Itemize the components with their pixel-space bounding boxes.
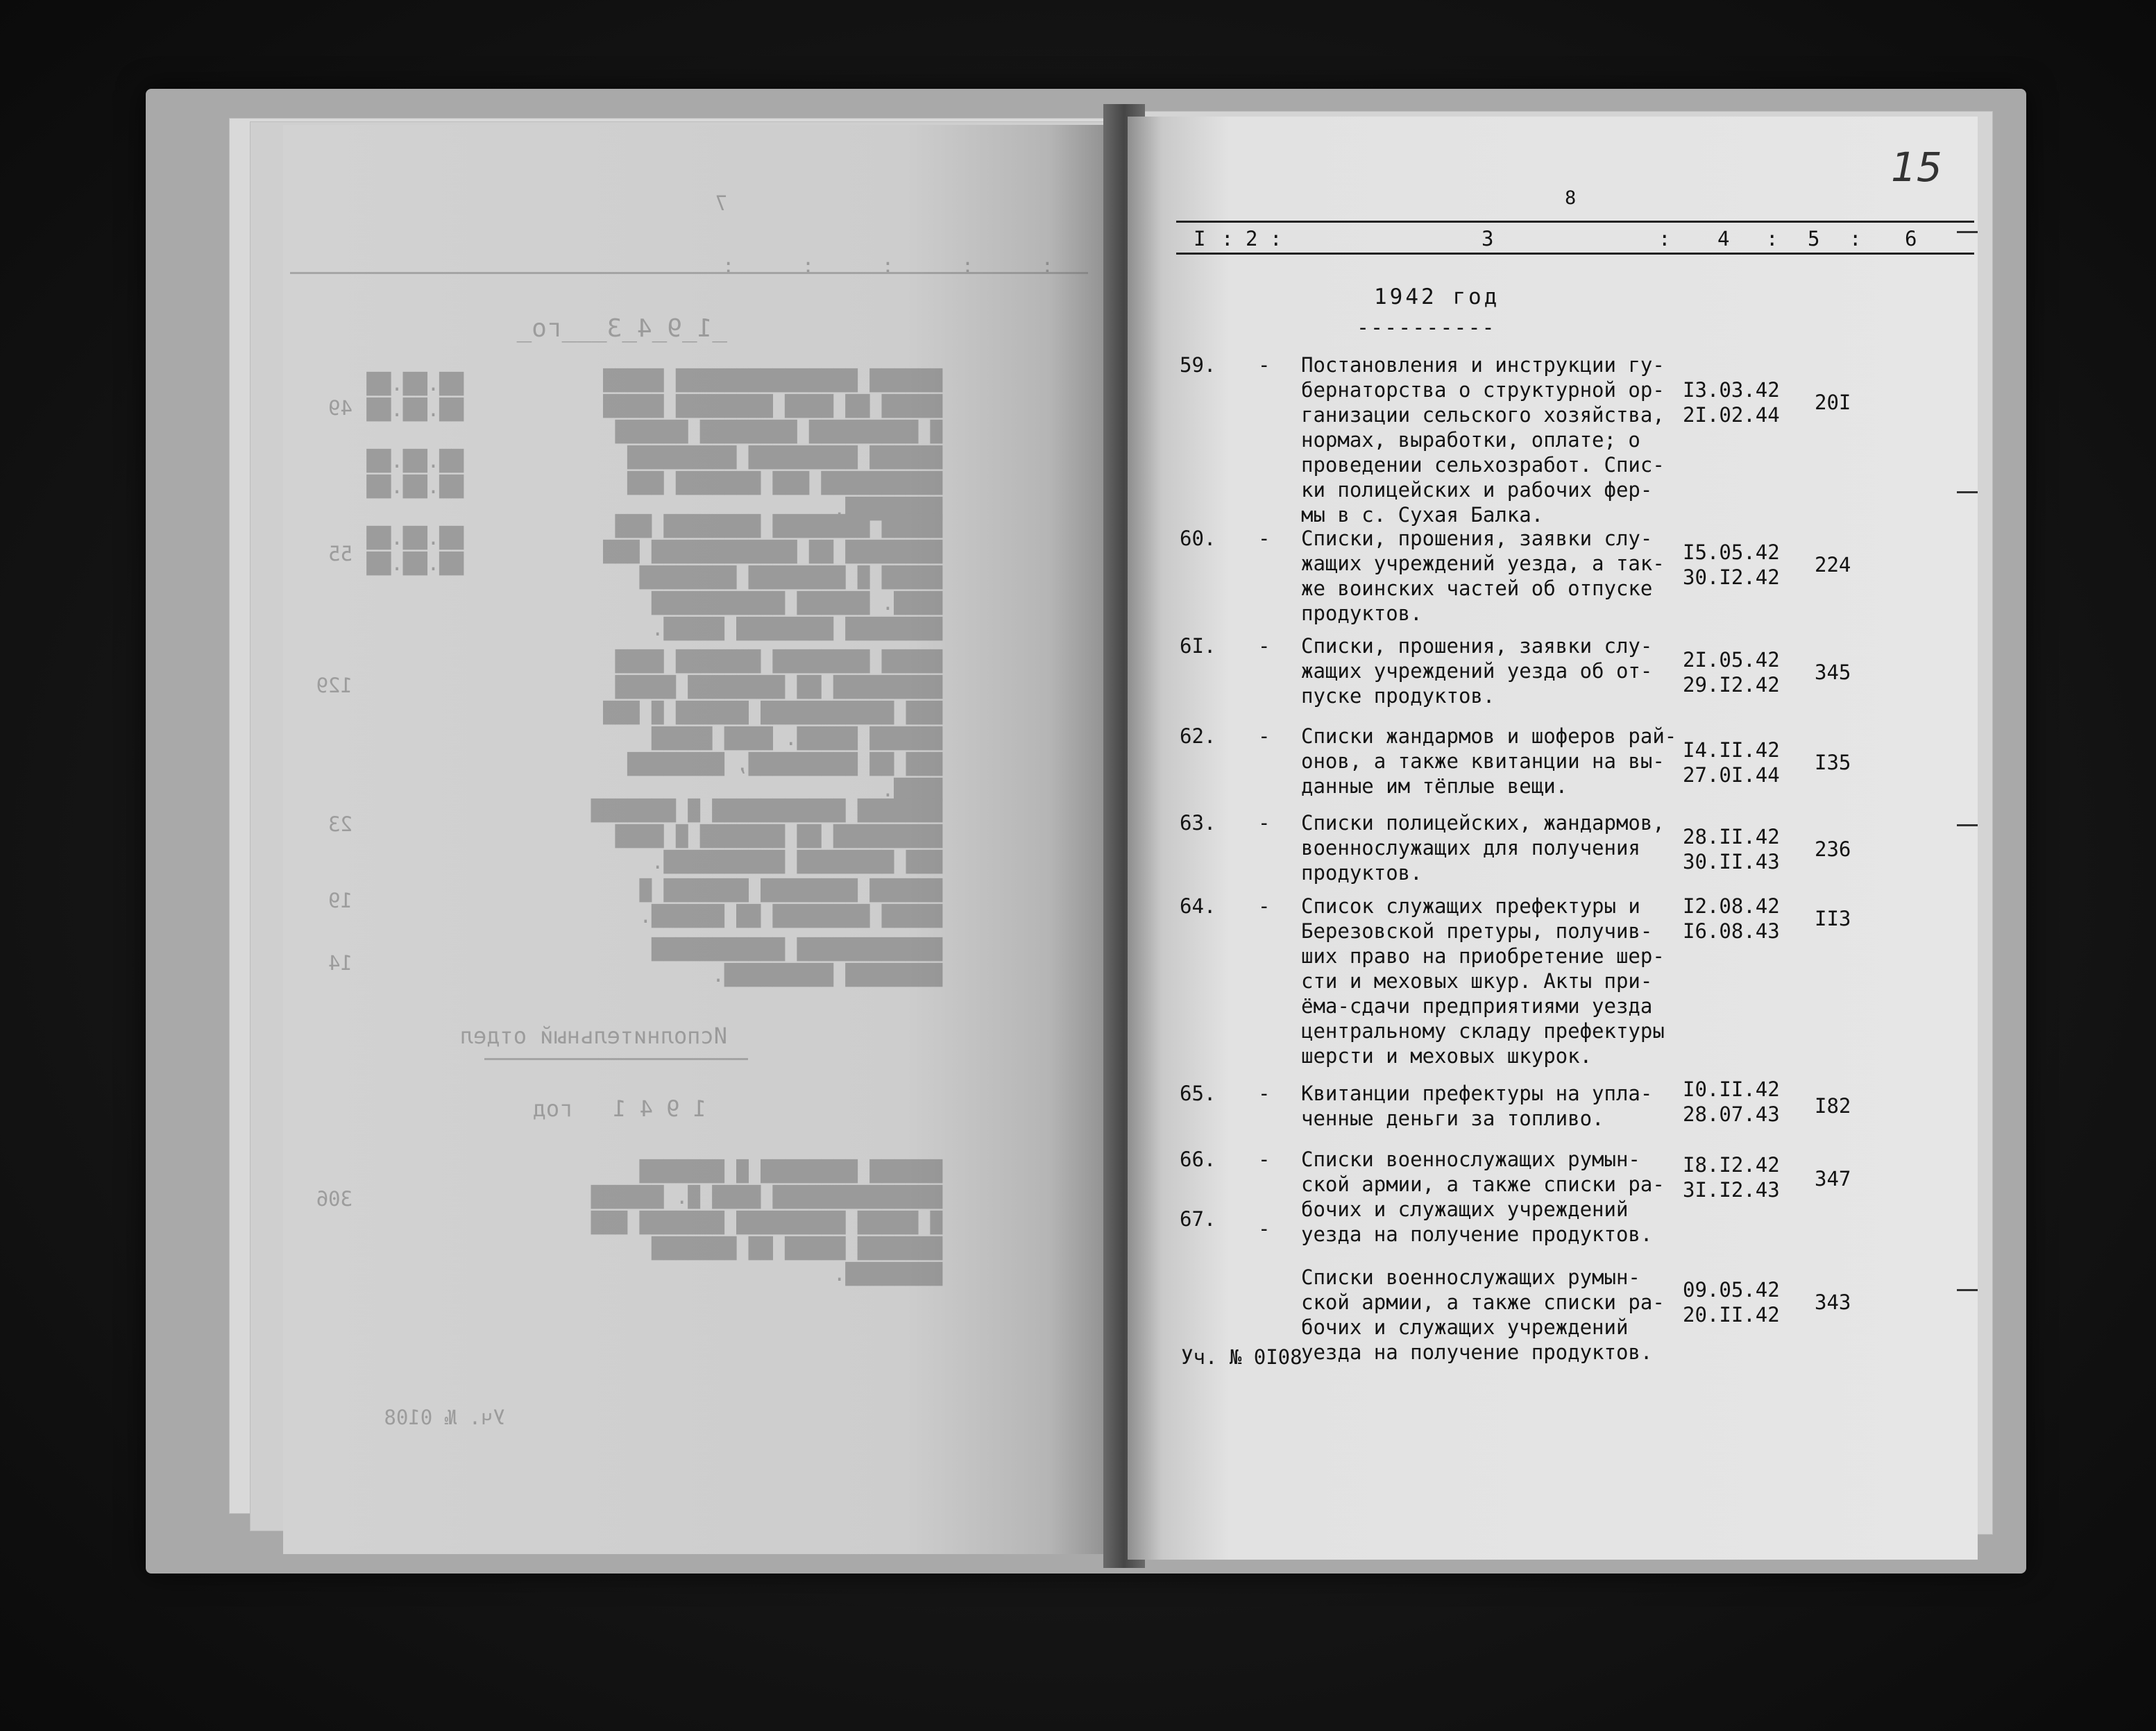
col-header-6: 6: [1905, 227, 1917, 250]
edge-tick: [1957, 824, 1978, 826]
col-sep: :: [1658, 227, 1671, 250]
ghost-dates: ██.██.██ ██.██.██ ██.██.██ ██.██.██ ██.██.██ ██.██.██: [366, 372, 464, 575]
ghost-footer: Уч. № 0108: [384, 1406, 505, 1429]
row-number: 64.: [1180, 894, 1216, 918]
row-sheet-count: 224: [1815, 553, 1851, 577]
row-dates: I3.03.42 2I.02.44: [1683, 378, 1780, 427]
row-title: Списки, прошения, заявки слу- жащих учреждений уезда об от- пуске продуктов.: [1301, 634, 1653, 708]
col-sep: :: [1766, 227, 1779, 250]
row-dash: -: [1258, 634, 1271, 658]
row-number: 60.: [1180, 527, 1216, 550]
row-title: Квитанции префектуры на упла- ченные деньги за топливо.: [1301, 1082, 1653, 1130]
row-dash: -: [1258, 353, 1271, 377]
col-sep: :: [1221, 227, 1234, 250]
col-header-4: 4: [1717, 227, 1730, 250]
row-sheet-count: 236: [1815, 837, 1851, 861]
right-page: [1128, 117, 1978, 1560]
edge-tick: [1957, 1289, 1978, 1291]
row-title: Списки военнослужащих румын- ской армии, а также списки ра- бочих и служащих учреждений уезда на получение продуктов.: [1301, 1265, 1665, 1364]
row-dates: 2I.05.42 29.I2.42: [1683, 648, 1780, 697]
col-sep: :: [1849, 227, 1862, 250]
col-header-3: 3: [1482, 227, 1494, 250]
ghost-text-1: ██████ ███████████████ █████ █████ ██ ████ ████████ █████ █ █████████ ████████ ██████ ██████ █████████ █████████ ██████████ ███ ███████ ███ ████████.: [603, 368, 942, 520]
row-sheet-count: 347: [1815, 1167, 1851, 1191]
header-bottom-rule: [1176, 253, 1974, 255]
page-number: 8: [1565, 187, 1577, 209]
row-dash: -: [1258, 1148, 1271, 1171]
row-dates: 28.II.42 30.II.43: [1683, 825, 1780, 873]
row-dates: 09.05.42 20.II.42: [1683, 1278, 1780, 1327]
row-sheet-count: 345: [1815, 660, 1851, 684]
row-number: 62.: [1180, 724, 1216, 748]
left-page-bleed-through: [283, 125, 1116, 1554]
ghost-sheet-4: 23: [328, 812, 353, 836]
inventory-sheet: [1128, 117, 1978, 1560]
row-sheet-count: I82: [1815, 1094, 1851, 1118]
ghost-text-3: █████ ████████ ███████ ████ █████████ ██ ████████ █████ ███ ███████████ ██████ █ ███ ██████ █████. ████ █████ ███ ██ █████████, ████████ ████.: [603, 649, 942, 801]
handwritten-folio-number: 15: [1891, 144, 1942, 191]
row-dash: -: [1258, 894, 1271, 918]
ghost-text-5: ██████ ████████ ███████ █ █████ ████████ ██ ██████.: [639, 878, 942, 928]
row-dates: I4.II.42 27.0I.44: [1683, 738, 1780, 787]
ghost-year2: 1 9 4 1 год: [532, 1095, 706, 1122]
ghost-text-2: █████ ████████ ████████ ███ ████████ ██ ████████████ ███ █████ █ ████████ ████████ ████. ██████ ███████████ ████████ ████████ █████.: [603, 514, 942, 640]
ghost-sheet-7: 306: [316, 1187, 353, 1211]
row-number: 65.: [1180, 1082, 1216, 1105]
ghost-sheet-3: 129: [316, 674, 353, 697]
ghost-header-rule: [290, 272, 1088, 274]
row-dates: I8.I2.42 3I.I2.43: [1683, 1153, 1780, 1202]
ghost-sheet-5: 19: [328, 889, 353, 912]
edge-tick: [1957, 491, 1978, 493]
row-dash: -: [1258, 811, 1271, 835]
row-dates: I5.05.42 30.I2.42: [1683, 540, 1780, 589]
row-dates: I2.08.42 I6.08.43: [1683, 894, 1780, 943]
ghost-sheet-1: 49: [328, 396, 353, 420]
ghost-year-heading: _1_9_4_3___го_: [516, 314, 727, 343]
ghost-text-6: ████████████ ███████████ ████████ █████████.: [651, 937, 942, 987]
ghost-header: : : : : :: [694, 254, 1053, 278]
header-top-rule: [1176, 221, 1974, 223]
ghost-sheet-2: 55: [328, 542, 353, 565]
ghost-text-4: ███████ ███████████ █ ███████ █████████ ██ ███████ █ ████ ███ ████████ ██████████.: [591, 799, 942, 873]
ghost-section-rule: [484, 1058, 748, 1060]
row-dates: I0.II.42 28.07.43: [1683, 1077, 1780, 1126]
ghost-sheet-6: 14: [328, 951, 353, 975]
row-dash: -: [1258, 724, 1271, 748]
row-sheet-count: II3: [1815, 907, 1851, 930]
left-page: [283, 125, 1116, 1554]
row-title: Списки военнослужащих румын- ской армии, а также списки ра- бочих и служащих учреждений уезда на получение продуктов.: [1301, 1148, 1665, 1246]
edge-tick: [1957, 231, 1978, 233]
row-title: Список служащих префектуры и Березовской претуры, получив- ших право на приобретение шер- сти и меховых шкур. Акты при- ёма-сдачи предприятиями уезда центральному складу префектуры шерсти и меховых шкурок.: [1301, 894, 1665, 1068]
row-sheet-count: 343: [1815, 1290, 1851, 1314]
row-dash: -: [1258, 1217, 1271, 1240]
row-number: 59.: [1180, 353, 1216, 377]
row-sheet-count: 20I: [1815, 391, 1851, 414]
row-title: Списки полицейских, жандармов, военнослужащих для получения продуктов.: [1301, 811, 1665, 885]
registration-number: Уч. № 0I08: [1181, 1345, 1302, 1369]
row-title: Списки жандармов и шоферов рай- онов, а также квитанции на вы- данные им тёплые вещи.: [1301, 724, 1677, 798]
row-dash: -: [1258, 1082, 1271, 1105]
row-number: 6I.: [1180, 634, 1216, 658]
row-number: 67.: [1180, 1207, 1216, 1231]
col-header-2: 2: [1246, 227, 1258, 250]
row-sheet-count: I35: [1815, 751, 1851, 774]
row-dash: -: [1258, 527, 1271, 550]
year-underline: ----------: [1357, 316, 1496, 340]
row-title: Списки, прошения, заявки слу- жащих учреждений уезда, а так- же воинских частей об отпуске продуктов.: [1301, 527, 1665, 625]
row-title: Постановления и инструкции гу- бернаторства о структурной ор- ганизации сельского хозяйства, нормах, выработки, оплате; о проведении сельхозработ. Спис- ки полицейских и рабочих фер- мы в с. Сухая Балка.: [1301, 353, 1665, 527]
year-heading: 1942 год: [1374, 284, 1500, 309]
ghost-page-number: 7: [715, 191, 727, 215]
ghost-text-7: ██████ ████████ █ ███████ ██████████████ ████ █. ██████ █ █████ █████████ ███████ ███ ███████ █████ ██ ███████ ████████.: [591, 1159, 942, 1286]
col-header-5: 5: [1808, 227, 1820, 250]
row-number: 63.: [1180, 811, 1216, 835]
col-header-1: I: [1194, 227, 1206, 250]
col-sep: :: [1270, 227, 1282, 250]
row-number: 66.: [1180, 1148, 1216, 1171]
ghost-section-title: Исполнительный отдел: [459, 1023, 727, 1049]
